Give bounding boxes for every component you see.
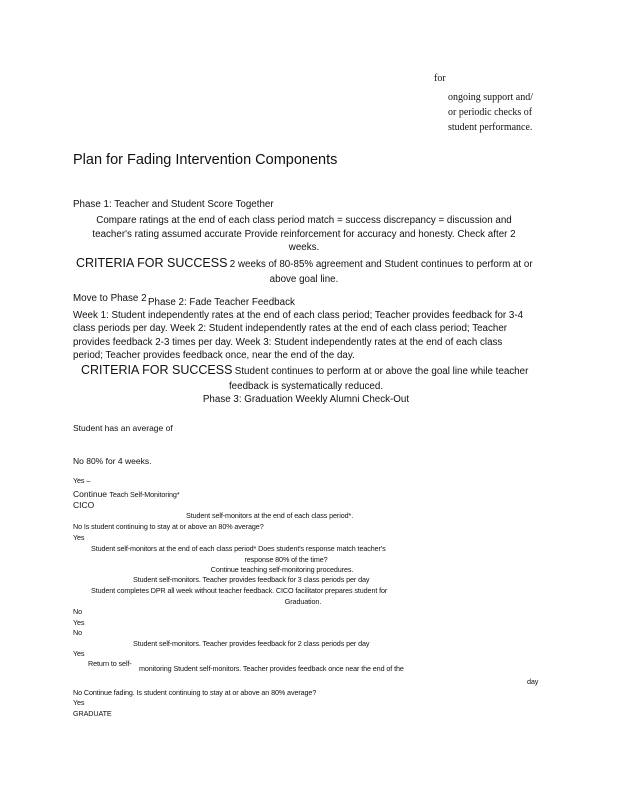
- phase1-text-line: teacher's rating assumed accurate Provide reinforcement for accuracy and honesty. Check after 2: [92, 229, 516, 240]
- phase2-criteria: [81, 363, 528, 378]
- header-note-line: ongoing support and/: [448, 92, 533, 103]
- criteria-text: 2 weeks of 80-85% agreement and Student continues to perform at or: [229, 259, 533, 270]
- page-title: Plan for Fading Intervention Components: [73, 152, 338, 168]
- phase2-text-line: provides feedback 2-3 times per day. Week 3: Student independently rates at the end of each class: [73, 337, 503, 348]
- move-to-phase2: Move to Phase 2: [73, 293, 147, 304]
- phase1-criteria: [76, 256, 533, 271]
- phase1-text-line: Compare ratings at the end of each class period match = success discrepancy = discussion and: [96, 215, 512, 226]
- flow-continue-teaching: Continue teaching self-monitoring procedures.: [210, 565, 354, 574]
- flow-yes-dash: Yes –: [73, 476, 91, 485]
- flow-average-of: Student has an average of: [73, 423, 173, 433]
- flow-no: No: [73, 607, 82, 616]
- flow-yes: Yes: [73, 618, 85, 627]
- flow-teach-self: Teach Self-Monitoring*: [109, 490, 180, 499]
- phase1-criteria-text: above goal line.: [269, 274, 339, 285]
- flow-feedback-2: Student self-monitors. Teacher provides feedback for 2 class periods per day: [133, 639, 370, 648]
- header-note-for: for: [434, 73, 446, 84]
- phase1-text-line: weeks.: [288, 242, 320, 253]
- flow-self-monitors-end: Student self-monitors at the end of each class period*.: [186, 511, 354, 520]
- phase1-heading: Phase 1: Teacher and Student Score Together: [73, 199, 274, 210]
- phase2-criteria-text: feedback is systematically reduced.: [228, 381, 384, 392]
- flow-monitoring-once: monitoring Student self-monitors. Teacher provides feedback once near the end of the: [139, 664, 404, 673]
- flow-no-80: No 80% for 4 weeks.: [73, 456, 152, 466]
- flow-continue-label: Continue: [73, 489, 108, 499]
- phase2-text-line: Week 1: Student independently rates at the end of each class period; Teacher provides feedback for 3-4: [73, 310, 524, 321]
- flow-day: day: [527, 677, 539, 686]
- flow-return-to: Return to self-: [88, 659, 132, 668]
- phase2-text-line: period; Teacher provides feedback once, near the end of the day.: [73, 350, 355, 361]
- criteria-label: CRITERIA FOR SUCCESS: [81, 363, 233, 377]
- flow-completes-dpr: Graduation.: [284, 597, 322, 606]
- phase2-text-line: class periods per day. Week 2: Student independently rates at the end of each class period; Teacher: [73, 323, 508, 334]
- flow-no-is-continuing: No Is student continuing to stay at or above an 80% average?: [73, 522, 264, 531]
- flow-no-continue-fading: No Continue fading. Is student continuing to stay at or above an 80% average?: [73, 688, 317, 697]
- flow-completes-dpr: Student completes DPR all week without teacher feedback. CICO facilitator prepares student for: [91, 586, 388, 595]
- flow-yes: Yes: [73, 698, 85, 707]
- criteria-label: CRITERIA FOR SUCCESS: [76, 256, 228, 270]
- criteria-text: Student continues to perform at or above the goal line while teacher: [234, 366, 529, 377]
- flow-self-monitors-match: response 80% of the time?: [244, 555, 328, 564]
- flow-continue: [73, 489, 180, 500]
- flow-feedback-3: Student self-monitors. Teacher provides feedback for 3 class periods per day: [133, 575, 370, 584]
- flow-self-monitors-match: Student self-monitors at the end of each class period* Does student's response match teacher's: [91, 544, 386, 553]
- phase3-heading: Phase 3: Graduation Weekly Alumni Check-Out: [202, 394, 410, 405]
- flow-no: No: [73, 628, 82, 637]
- flow-cico: CICO: [73, 500, 95, 510]
- flow-yes: Yes: [73, 649, 85, 658]
- flow-graduate: GRADUATE: [73, 709, 112, 718]
- header-note-line: or periodic checks of: [448, 107, 533, 118]
- phase2-heading: Phase 2: Fade Teacher Feedback: [148, 297, 295, 308]
- flow-yes: Yes: [73, 533, 85, 542]
- header-note-line: student performance.: [448, 122, 533, 133]
